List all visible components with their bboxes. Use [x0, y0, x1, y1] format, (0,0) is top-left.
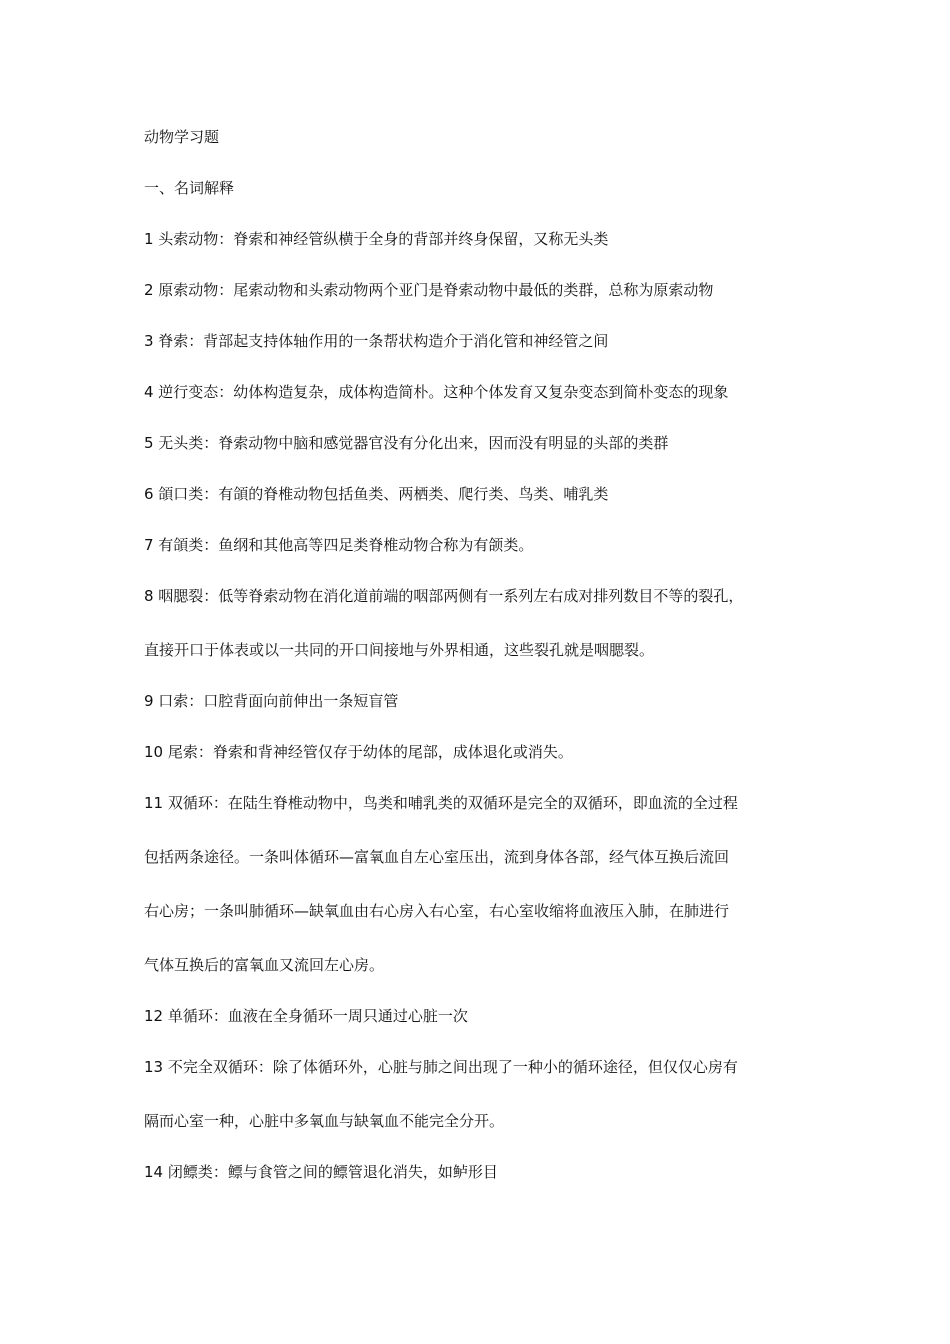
term-11-double-circulation-cont-3: 气体互换后的富氧血又流回左心房。: [144, 956, 385, 974]
document-body: [144, 126, 824, 1183]
term-7-jawed-vertebrates: 7 有頜类：鱼纲和其他高等四足类脊椎动物合称为有颌类。: [144, 536, 534, 554]
term-6-gnathostomes: 6 頜口类：有頜的脊椎动物包括鱼类、两栖类、爬行类、鸟类、哺乳类: [144, 485, 609, 503]
term-14-physoclisti: 14 闭鳔类：鳔与食管之间的鳔管退化消失，如鲈形目: [144, 1163, 498, 1181]
term-1-head-chordates: 1 头索动物：脊索和神经管纵横于全身的背部并终身保留，又称无头类: [144, 230, 609, 248]
term-12-single-circulation: 12 单循环：血液在全身循环一周只通过心脏一次: [144, 1007, 468, 1025]
document-title: 动物学习题: [144, 128, 220, 146]
term-8-pharyngeal-slits-cont: 直接开口于体表或以一共同的开口间接地与外界相通，这些裂孔就是咽腮裂。: [144, 641, 655, 659]
term-3-notochord: 3 脊索：背部起支持体轴作用的一条帮状构造介于消化管和神经管之间: [144, 332, 609, 350]
term-13-incomplete-double-circulation: 13 不完全双循环：除了体循环外，心脏与肺之间出现了一种小的循环途径，但仅仅心房有: [144, 1058, 738, 1076]
term-11-double-circulation-cont-1: 包括两条途径。一条叫体循环—富氧血自左心室压出，流到身体各部，经气体互换后流回: [144, 848, 730, 866]
term-11-double-circulation-cont-2: 右心房；一条叫肺循环—缺氧血由右心房入右心室，右心室收缩将血液压入肺，在肺进行: [144, 902, 730, 920]
section-heading: 一、名词解释: [144, 179, 235, 197]
term-4-retrogressive-metamorphosis: 4 逆行变态：幼体构造复杂，成体构造简朴。这种个体发育又复杂变态到简朴变态的现象: [144, 383, 729, 401]
term-2-protochordates: 2 原索动物：尾索动物和头索动物两个亚门是脊索动物中最低的类群，总称为原索动物: [144, 281, 714, 299]
term-5-acrania: 5 无头类：脊索动物中脑和感觉器官没有分化出来，因而没有明显的头部的类群: [144, 434, 669, 452]
term-9-stomochord: 9 口索：口腔背面向前伸出一条短盲管: [144, 692, 399, 710]
term-8-pharyngeal-slits: 8 咽腮裂：低等脊索动物在消化道前端的咽部两侧有一系列左右成对排列数目不等的裂孔，: [144, 587, 744, 605]
term-13-incomplete-double-circulation-cont: 隔而心室一种，心脏中多氧血与缺氧血不能完全分开。: [144, 1112, 505, 1130]
term-10-urochord: 10 尾索：脊索和背神经管仅存于幼体的尾部，成体退化或消失。: [144, 743, 573, 761]
term-11-double-circulation: 11 双循环：在陆生脊椎动物中，鸟类和哺乳类的双循环是完全的双循环，即血流的全过程: [144, 794, 738, 812]
